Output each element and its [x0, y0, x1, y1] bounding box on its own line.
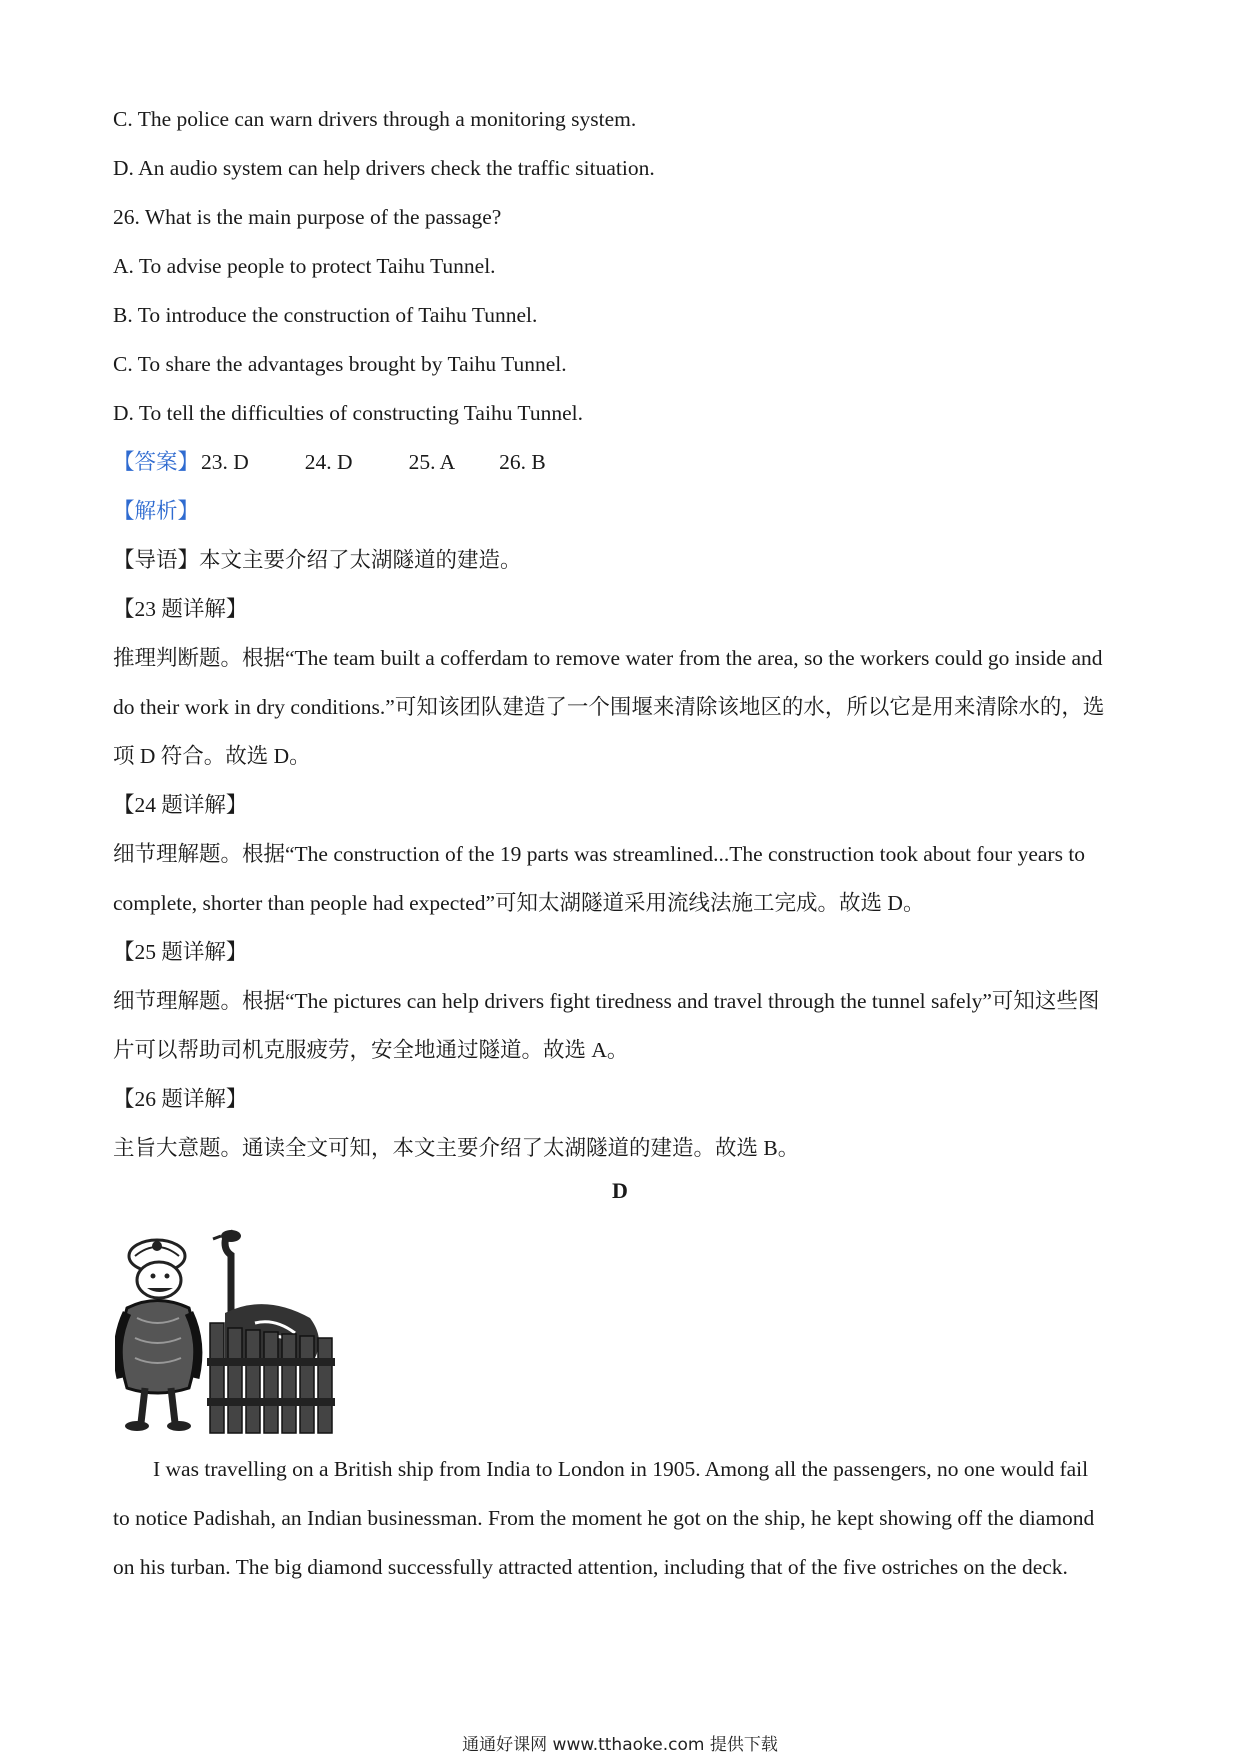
passage-line-1: I was travelling on a British ship from India to London in 1905. Among all the passengers, no one would fail [153, 1457, 1089, 1481]
option-25c: C. The police can warn drivers through a monitoring system. [113, 107, 637, 131]
q24-heading: 【24 题详解】 [113, 793, 248, 817]
q25-text-1: 细节理解题。根据“The pictures can help drivers fight tiredness and travel through the tunnel safely”可知这些图 [113, 989, 1100, 1013]
man-and-ostrich-illustration [115, 1228, 335, 1438]
option-26d: D. To tell the difficulties of constructing Taihu Tunnel. [113, 401, 583, 425]
q24-text-2: complete, shorter than people had expected”可知太湖隧道采用流线法施工完成。故选 D。 [113, 891, 925, 915]
passage-line-3: on his turban. The big diamond successfully attracted attention, including that of the five ostriches on the deck. [113, 1555, 1068, 1579]
q25-text-2: 片可以帮助司机克服疲劳，安全地通过隧道。故选 A。 [113, 1038, 629, 1062]
option-26c: C. To share the advantages brought by Taihu Tunnel. [113, 352, 567, 376]
q25-heading: 【25 题详解】 [113, 940, 248, 964]
answer-24: 24. D [304, 450, 353, 474]
intro-text: 【导语】本文主要介绍了太湖隧道的建造。 [113, 548, 522, 572]
page-footer: 通通好课网 www.tthaoke.com 提供下载 [462, 1735, 778, 1755]
answer-25: 25. A [408, 450, 456, 474]
section-d-heading: D [612, 1178, 628, 1203]
option-26b: B. To introduce the construction of Taihu Tunnel. [113, 303, 538, 327]
option-26a: A. To advise people to protect Taihu Tunnel. [113, 254, 496, 278]
passage-line-2: to notice Padishah, an Indian businessman. From the moment he got on the ship, he kept showing off the diamond [113, 1506, 1095, 1530]
analysis-label: 【解析】 [113, 499, 200, 523]
q26-text-1: 主旨大意题。通读全文可知，本文主要介绍了太湖隧道的建造。故选 B。 [113, 1136, 800, 1160]
q24-text-1: 细节理解题。根据“The construction of the 19 parts was streamlined...The construction took about four years to [113, 842, 1086, 866]
q26-heading: 【26 题详解】 [113, 1087, 248, 1111]
question-26: 26. What is the main purpose of the passage? [113, 205, 502, 229]
q23-text-3: 项 D 符合。故选 D。 [113, 744, 311, 768]
q23-text-1: 推理判断题。根据“The team built a cofferdam to remove water from the area, so the workers could go inside and [113, 646, 1103, 670]
answer-23: 23. D [201, 450, 249, 474]
option-25d: D. An audio system can help drivers check the traffic situation. [113, 156, 655, 180]
q23-heading: 【23 题详解】 [113, 597, 248, 621]
answer-26: 26. B [499, 450, 546, 474]
q23-text-2: do their work in dry conditions.”可知该团队建造了一个围堰来清除该地区的水，所以它是用来清除水的，选 [113, 695, 1105, 719]
answer-label: 【答案】 [113, 450, 200, 474]
answer-line [113, 448, 1133, 476]
